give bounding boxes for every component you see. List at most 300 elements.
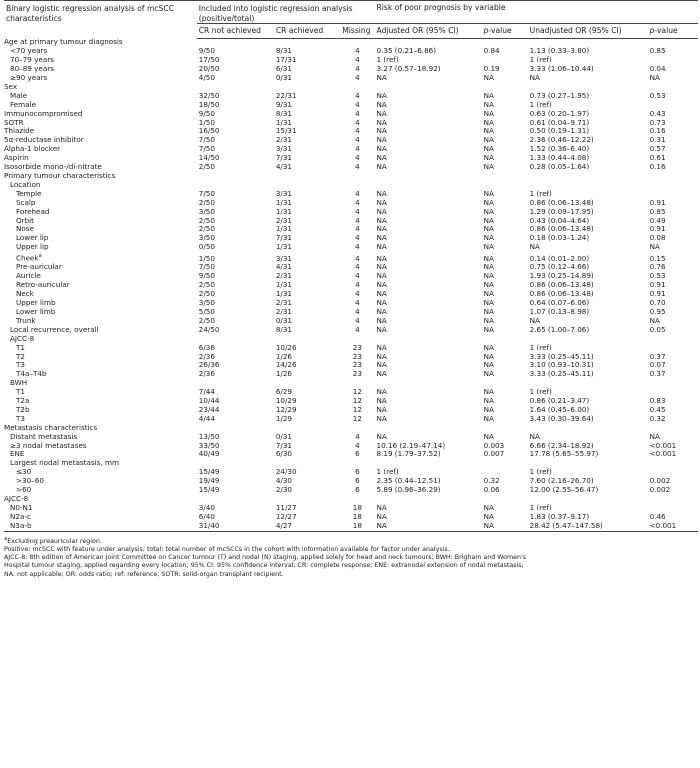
cell-p-adjusted: NA [483, 189, 494, 198]
row-label: Age at primary tumour diagnosis [4, 38, 123, 47]
cell-adjusted-or: NA [376, 521, 387, 530]
cell-cr-achieved: 7/31 [275, 154, 292, 163]
cell-cr-not-achieved: 16/50 [198, 127, 220, 136]
table-row [4, 199, 698, 208]
cell-p-adjusted: NA [483, 512, 494, 521]
cell-missing: 4 [355, 243, 360, 252]
cell-unadjusted-or: 1 (ref) [529, 56, 552, 65]
cell-cr-not-achieved: 26/36 [198, 361, 220, 370]
table-row [4, 513, 698, 522]
cell-missing: 18 [352, 503, 362, 512]
cell-missing: 4 [355, 299, 360, 308]
row-label: Alpha-1 blocker [4, 145, 61, 154]
cell-unadjusted-or: 0.86 (0.06–13.48) [529, 290, 594, 299]
cell-adjusted-or: NA [376, 198, 387, 207]
cell-cr-achieved: 2/31 [275, 136, 292, 145]
cell-unadjusted-or: 1.33 (0.44–4.08) [529, 154, 590, 163]
table-row [4, 110, 698, 119]
cell-missing [340, 424, 374, 433]
footnote-a: $^a$Excluding preauricular region. [4, 535, 102, 545]
table-row [4, 388, 698, 397]
table-row [4, 272, 698, 281]
row-label: T1 [16, 343, 25, 352]
table-row [4, 127, 698, 136]
cell-p-unadjusted [648, 172, 698, 181]
cell-unadjusted-or: 17.78 (5.65–55.97) [529, 450, 599, 459]
cell-missing: 4 [355, 163, 360, 172]
cell-unadjusted-or: 1 (ref) [529, 468, 552, 477]
cell-cr-achieved: 1/31 [275, 118, 292, 127]
cell-adjusted-or: NA [376, 263, 387, 272]
cell-p-unadjusted: 0.37 [649, 370, 666, 379]
table-bottom-rule [4, 531, 698, 532]
cell-p-adjusted: NA [483, 432, 494, 441]
cell-cr-not-achieved: 17/50 [198, 56, 220, 65]
cell-cr-not-achieved: 9/50 [198, 47, 215, 56]
cell-p-unadjusted [648, 101, 698, 110]
cell-p-adjusted: NA [483, 307, 494, 316]
row-label: AJCC-8 [4, 495, 29, 504]
row-label: SOTR [4, 118, 24, 127]
table-row [4, 397, 698, 406]
cell-cr-not-achieved: 7/50 [198, 189, 215, 198]
cell-p-adjusted: NA [483, 198, 494, 207]
cell-cr-achieved [274, 181, 340, 190]
cell-cr-achieved: 9/31 [275, 100, 292, 109]
cell-p-adjusted [482, 379, 528, 388]
cell-adjusted-or: NA [376, 207, 387, 216]
cell-p-unadjusted [648, 468, 698, 477]
cell-p-unadjusted [648, 504, 698, 513]
row-label: Immunocompromised [4, 109, 83, 118]
cell-p-adjusted: 0.84 [483, 47, 500, 56]
table-row [4, 450, 698, 459]
cell-missing: 4 [355, 154, 360, 163]
cell-adjusted-or: NA [376, 503, 387, 512]
cell-adjusted-or: NA [376, 154, 387, 163]
cell-p-adjusted: NA [483, 388, 494, 397]
cell-unadjusted-or [528, 83, 648, 92]
regression-table [4, 0, 698, 531]
cell-p-adjusted: NA [483, 343, 494, 352]
cell-p-unadjusted: 0.16 [649, 163, 666, 172]
cell-p-adjusted: NA [483, 243, 494, 252]
cell-cr-not-achieved: 4/50 [198, 74, 215, 83]
cell-unadjusted-or [528, 424, 648, 433]
row-label: T2 [16, 352, 25, 361]
table-row [4, 38, 698, 47]
cell-unadjusted-or: NA [529, 432, 540, 441]
row-label: Distant metastasis [10, 432, 78, 441]
cell-missing: 4 [355, 272, 360, 281]
cell-missing: 4 [355, 325, 360, 334]
row-label: Neck [16, 290, 34, 299]
cell-cr-not-achieved: 15/49 [198, 486, 220, 495]
cell-unadjusted-or: 3.33 (0.25–45.11) [529, 370, 594, 379]
cell-cr-not-achieved: 7/50 [198, 145, 215, 154]
cell-adjusted-or: NA [376, 512, 387, 521]
cell-missing: 4 [355, 145, 360, 154]
cell-adjusted-or [375, 495, 482, 504]
cell-p-adjusted: NA [483, 118, 494, 127]
cell-p-adjusted: NA [483, 91, 494, 100]
cell-cr-not-achieved: 2/50 [198, 281, 215, 290]
cell-unadjusted-or: NA [529, 74, 540, 83]
cell-p-adjusted: NA [483, 127, 494, 136]
cell-cr-achieved: 2/30 [275, 486, 292, 495]
cell-p-adjusted: NA [483, 74, 494, 83]
cell-unadjusted-or: 0.18 (0.03–1.24) [529, 234, 590, 243]
row-label: Aspirin [4, 154, 29, 163]
table-row [4, 181, 698, 190]
cell-p-unadjusted: 0.57 [649, 145, 666, 154]
cell-cr-not-achieved: 3/50 [198, 234, 215, 243]
row-label: Cheek$^a$ [16, 253, 42, 263]
cell-unadjusted-or: 28.42 (5.47–147.58) [529, 521, 603, 530]
cell-cr-not-achieved: 23/44 [198, 405, 220, 414]
cell-cr-not-achieved: 33/50 [198, 441, 220, 450]
cell-cr-not-achieved: 24/50 [198, 325, 220, 334]
cell-p-adjusted [482, 459, 528, 468]
cell-cr-achieved: 11/27 [275, 503, 297, 512]
cell-p-unadjusted: 0.49 [649, 216, 666, 225]
footnote-abbreviations-3: NA: not applicable; OR: odds ratio; ref: reference; SOTR: solid-organ transplant recipient. [4, 570, 284, 578]
cell-unadjusted-or: 2.65 (1.00–7.06) [529, 325, 590, 334]
cell-p-unadjusted [648, 379, 698, 388]
cell-cr-not-achieved: 31/40 [198, 521, 220, 530]
cell-missing: 23 [352, 370, 362, 379]
cell-unadjusted-or: 0.63 (0.20–1.97) [529, 109, 590, 118]
cell-unadjusted-or: 6.66 (2.34–18.92) [529, 441, 594, 450]
cell-p-unadjusted: 0.31 [649, 136, 666, 145]
cell-p-unadjusted: NA [649, 316, 660, 325]
header-cr-not: CR not achieved [197, 24, 274, 39]
cell-p-adjusted: 0.003 [483, 441, 505, 450]
table-row [4, 208, 698, 217]
cell-adjusted-or [375, 181, 482, 190]
cell-cr-achieved: 8/31 [275, 109, 292, 118]
cell-p-unadjusted: 0.85 [649, 47, 666, 56]
table-row [4, 101, 698, 110]
cell-cr-achieved: 2/31 [275, 216, 292, 225]
cell-p-adjusted: NA [483, 207, 494, 216]
cell-adjusted-or [375, 172, 482, 181]
cell-adjusted-or: NA [376, 290, 387, 299]
cell-p-unadjusted: 0.04 [649, 65, 666, 74]
cell-p-adjusted: NA [483, 253, 494, 263]
row-label: Temple [16, 189, 42, 198]
cell-adjusted-or: 2.35 (0.44–12.51) [376, 477, 441, 486]
cell-p-unadjusted [648, 190, 698, 199]
cell-cr-achieved: 1/31 [275, 207, 292, 216]
cell-adjusted-or: NA [376, 127, 387, 136]
cell-missing: 12 [352, 405, 362, 414]
table-row [4, 495, 698, 504]
cell-cr-achieved: 0/31 [275, 316, 292, 325]
cell-cr-not-achieved: 3/40 [198, 503, 215, 512]
cell-unadjusted-or [528, 459, 648, 468]
cell-missing: 4 [355, 225, 360, 234]
row-label: ENE [10, 450, 25, 459]
table-row [4, 504, 698, 513]
table-row [4, 308, 698, 317]
cell-missing: 23 [352, 352, 362, 361]
cell-unadjusted-or: NA [529, 316, 540, 325]
cell-p-adjusted: NA [483, 521, 494, 530]
cell-p-adjusted: NA [483, 370, 494, 379]
cell-cr-achieved: 7/31 [275, 234, 292, 243]
cell-adjusted-or: 5.89 (0.96–36.29) [376, 486, 441, 495]
cell-adjusted-or [375, 83, 482, 92]
table-row [4, 379, 698, 388]
row-label: ≤30 [16, 468, 32, 477]
cell-missing: 23 [352, 361, 362, 370]
cell-missing: 4 [355, 109, 360, 118]
cell-adjusted-or: NA [376, 189, 387, 198]
cell-missing: 4 [355, 74, 360, 83]
row-label: Sex [4, 82, 18, 91]
cell-cr-achieved [274, 172, 340, 181]
cell-unadjusted-or [528, 495, 648, 504]
row-label: Retro-auricular [16, 281, 70, 290]
cell-adjusted-or: NA [376, 145, 387, 154]
row-label: Female [10, 100, 36, 109]
cell-p-unadjusted: NA [649, 243, 660, 252]
cell-missing: 4 [355, 56, 360, 65]
cell-adjusted-or: 8.19 (1.79–37.52) [376, 450, 441, 459]
cell-p-adjusted: NA [483, 397, 494, 406]
cell-cr-not-achieved: 0/50 [198, 243, 215, 252]
row-label: N2a-c [10, 512, 31, 521]
cell-unadjusted-or: 3.33 (1.06–10.44) [529, 65, 594, 74]
cell-missing: 4 [355, 253, 360, 263]
cell-cr-achieved [274, 424, 340, 433]
cell-cr-achieved: 15/31 [275, 127, 297, 136]
footnote-positive: Positive: mcSCC with feature under analysis; total: total number of mcSCCs in the cohort with information available for factor under analysis. [4, 545, 450, 553]
cell-cr-achieved: 2/31 [275, 299, 292, 308]
cell-unadjusted-or: 0.28 (0.05–1.64) [529, 163, 590, 172]
cell-missing: 4 [355, 65, 360, 74]
cell-adjusted-or: NA [376, 299, 387, 308]
cell-cr-not-achieved [197, 379, 274, 388]
cell-adjusted-or: NA [376, 307, 387, 316]
cell-cr-not-achieved: 7/50 [198, 136, 215, 145]
cell-p-unadjusted: 0.70 [649, 299, 666, 308]
cell-adjusted-or: NA [376, 343, 387, 352]
cell-cr-not-achieved: 9/50 [198, 272, 215, 281]
cell-cr-achieved: 4/31 [275, 263, 292, 272]
table-row [4, 74, 698, 83]
cell-unadjusted-or: 3.10 (0.93–10.31) [529, 361, 594, 370]
cell-cr-achieved: 1/31 [275, 290, 292, 299]
header-included: Included into logistic regression analysis (positive/total) [197, 1, 375, 24]
cell-cr-not-achieved: 2/50 [198, 316, 215, 325]
cell-p-adjusted: NA [483, 136, 494, 145]
cell-p-adjusted [482, 468, 528, 477]
cell-missing: 4 [355, 216, 360, 225]
cell-p-adjusted: NA [483, 414, 494, 423]
cell-cr-not-achieved: 2/50 [198, 163, 215, 172]
cell-missing: 6 [355, 486, 360, 495]
cell-p-adjusted: NA [483, 109, 494, 118]
cell-p-adjusted [482, 495, 528, 504]
cell-cr-achieved: 4/30 [275, 477, 292, 486]
table-row [4, 163, 698, 172]
cell-adjusted-or: 3.27 (0.57–18.92) [376, 65, 441, 74]
table-row [4, 433, 698, 442]
cell-p-unadjusted: 0.95 [649, 307, 666, 316]
row-label: Nose [16, 225, 34, 234]
cell-unadjusted-or: 0.86 (0.06–13.48) [529, 198, 594, 207]
cell-cr-not-achieved: 2/36 [198, 370, 215, 379]
cell-unadjusted-or: 7.60 (2.16–26.70) [529, 477, 594, 486]
cell-cr-not-achieved: 19/49 [198, 477, 220, 486]
cell-missing: 4 [355, 47, 360, 56]
cell-cr-achieved [274, 379, 340, 388]
cell-p-unadjusted: 0.07 [649, 361, 666, 370]
cell-adjusted-or: NA [376, 370, 387, 379]
cell-cr-achieved: 6/30 [275, 450, 292, 459]
cell-adjusted-or: NA [376, 100, 387, 109]
cell-p-adjusted: NA [483, 145, 494, 154]
cell-p-unadjusted: 0.76 [649, 263, 666, 272]
cell-p-adjusted: 0.19 [483, 65, 500, 74]
cell-adjusted-or: NA [376, 118, 387, 127]
cell-p-adjusted: NA [483, 299, 494, 308]
cell-cr-achieved: 12/27 [275, 512, 297, 521]
footnotes [4, 535, 698, 579]
cell-adjusted-or [375, 379, 482, 388]
cell-cr-achieved: 17/31 [275, 56, 297, 65]
row-label: BWH [10, 379, 28, 388]
cell-p-unadjusted: 0.53 [649, 272, 666, 281]
cell-p-unadjusted: 0.002 [649, 477, 671, 486]
cell-p-adjusted: NA [483, 361, 494, 370]
cell-missing: 23 [352, 343, 362, 352]
cell-cr-not-achieved [197, 181, 274, 190]
cell-adjusted-or: NA [376, 74, 387, 83]
cell-missing: 4 [355, 441, 360, 450]
cell-cr-achieved [274, 38, 340, 47]
header-cr-yes: CR achieved [274, 24, 340, 39]
cell-missing: 4 [355, 136, 360, 145]
row-label: Isosorbide mono-/di-nitrate [4, 163, 102, 172]
row-label: Local recurrence, overall [10, 325, 99, 334]
row-label: Largest nodal metastasis, mm [10, 459, 119, 468]
table-row [4, 252, 698, 263]
cell-p-unadjusted: 0.61 [649, 154, 666, 163]
cell-adjusted-or: NA [376, 136, 387, 145]
cell-p-adjusted [482, 56, 528, 65]
cell-p-adjusted [482, 424, 528, 433]
cell-adjusted-or [375, 38, 482, 47]
cell-adjusted-or: 0.35 (0.21–6.86) [376, 47, 437, 56]
cell-p-unadjusted: 0.91 [649, 290, 666, 299]
table-body [4, 38, 698, 530]
cell-cr-not-achieved [197, 172, 274, 181]
cell-unadjusted-or: 1.07 (0.13–8.98) [529, 307, 590, 316]
cell-p-unadjusted: 0.16 [649, 127, 666, 136]
cell-cr-not-achieved [197, 459, 274, 468]
cell-cr-achieved: 0/31 [275, 74, 292, 83]
cell-adjusted-or: NA [376, 91, 387, 100]
cell-cr-not-achieved: 2/50 [198, 216, 215, 225]
cell-adjusted-or [375, 459, 482, 468]
cell-cr-achieved: 24/30 [275, 468, 297, 477]
cell-p-unadjusted: <0.001 [649, 441, 677, 450]
cell-missing: 4 [355, 263, 360, 272]
cell-p-unadjusted: 0.91 [649, 281, 666, 290]
cell-cr-achieved: 1/31 [275, 243, 292, 252]
row-label: Male [10, 91, 28, 100]
row-label: Metastasis characteristics [4, 423, 98, 432]
cell-unadjusted-or [528, 379, 648, 388]
row-label: T3 [16, 361, 25, 370]
cell-missing: 18 [352, 512, 362, 521]
cell-cr-not-achieved: 2/50 [198, 225, 215, 234]
row-label: ≥3 nodal metastases [10, 441, 87, 450]
cell-cr-achieved [274, 83, 340, 92]
cell-missing [340, 181, 374, 190]
cell-missing [340, 459, 374, 468]
cell-adjusted-or: NA [376, 253, 387, 263]
cell-unadjusted-or: 0.75 (0.12–4.66) [529, 263, 590, 272]
cell-cr-not-achieved: 7/50 [198, 263, 215, 272]
cell-p-unadjusted: NA [649, 432, 660, 441]
cell-p-unadjusted: 0.46 [649, 512, 666, 521]
row-label: N0-N1 [10, 503, 33, 512]
table-row [4, 370, 698, 379]
table-row [4, 344, 698, 353]
cell-adjusted-or: 1 (ref) [376, 468, 399, 477]
cell-missing: 4 [355, 91, 360, 100]
row-label: >60 [16, 486, 32, 495]
cell-missing: 4 [355, 127, 360, 136]
cell-p-unadjusted: 0.53 [649, 91, 666, 100]
table-row [4, 459, 698, 468]
cell-p-unadjusted [648, 424, 698, 433]
table-row [4, 190, 698, 199]
table-row [4, 263, 698, 272]
cell-cr-not-achieved [197, 495, 274, 504]
cell-missing: 4 [355, 118, 360, 127]
cell-cr-not-achieved: 2/50 [198, 198, 215, 207]
cell-unadjusted-or: 1.13 (0.33–3.80) [529, 47, 590, 56]
cell-p-adjusted [482, 83, 528, 92]
cell-cr-not-achieved: 6/40 [198, 512, 215, 521]
cell-cr-not-achieved [197, 335, 274, 344]
cell-p-adjusted: NA [483, 234, 494, 243]
cell-cr-not-achieved: 40/49 [198, 450, 220, 459]
cell-missing: 6 [355, 468, 360, 477]
cell-missing: 18 [352, 521, 362, 530]
cell-cr-not-achieved: 2/50 [198, 290, 215, 299]
cell-p-unadjusted: 0.05 [649, 325, 666, 334]
cell-p-unadjusted [648, 38, 698, 47]
cell-p-unadjusted [648, 335, 698, 344]
table-row [4, 486, 698, 495]
row-label: 80–89 years [10, 65, 54, 74]
cell-p-unadjusted: <0.001 [649, 450, 677, 459]
cell-unadjusted-or: 0.86 (0.06–13.48) [529, 281, 594, 290]
table-row [4, 424, 698, 433]
cell-unadjusted-or: 0.61 (0.04–9.71) [529, 118, 590, 127]
cell-cr-not-achieved [197, 83, 274, 92]
row-label: Upper lip [16, 243, 49, 252]
row-label: Primary tumour characteristics [4, 172, 116, 180]
row-label: 70–79 years [10, 56, 54, 65]
cell-unadjusted-or: 1.64 (0.45–6.00) [529, 405, 590, 414]
